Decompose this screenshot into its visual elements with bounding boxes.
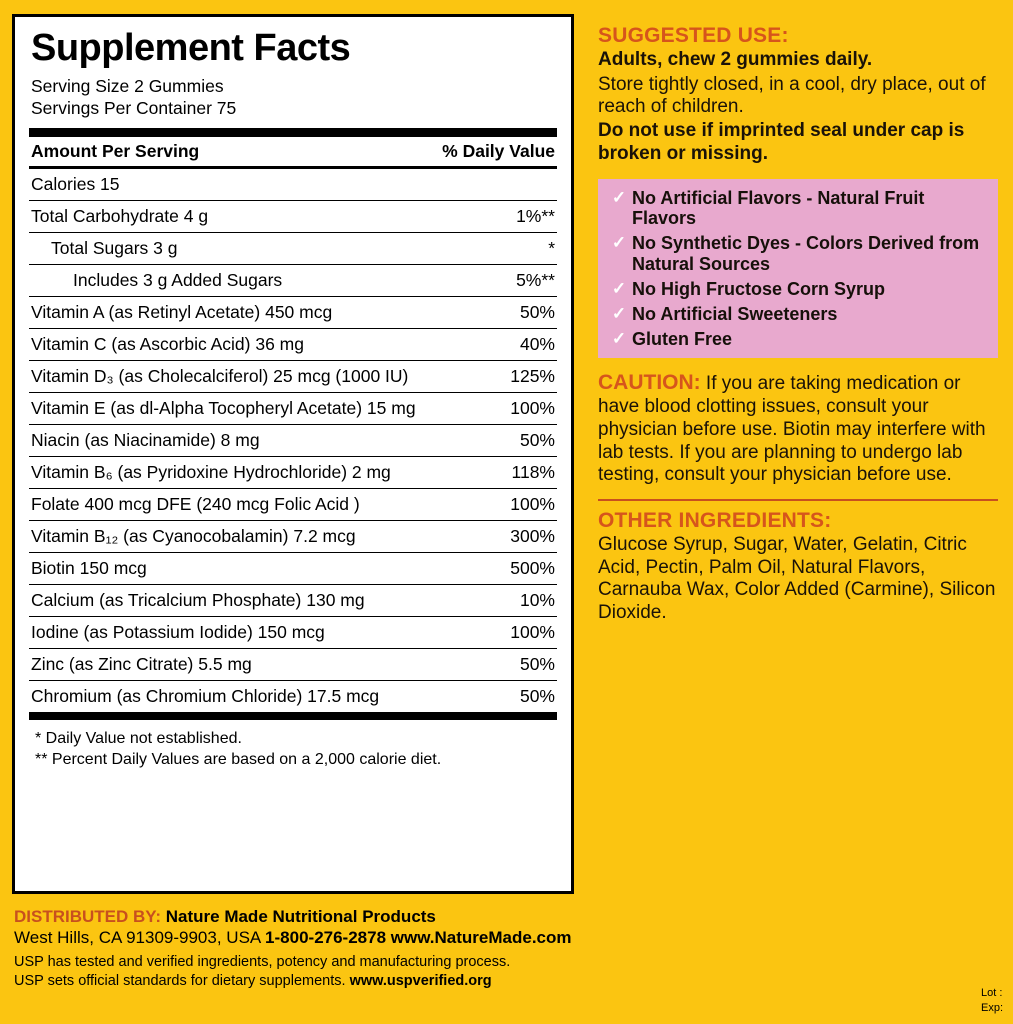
table-row — [29, 617, 557, 649]
distributor-address-line — [14, 927, 580, 949]
nutrient-daily-value: 125% — [510, 365, 555, 386]
nutrient-name: Vitamin C (as Ascorbic Acid) 36 mg — [31, 333, 304, 354]
usp-website[interactable]: www.uspverified.org — [349, 973, 492, 990]
claim-label: Gluten Free — [632, 329, 733, 350]
page-title: Supplement Facts — [31, 27, 351, 69]
lot-exp-block — [981, 986, 1003, 1016]
check-icon: ✓ — [611, 233, 627, 253]
footnote-daily-value: * Daily Value not established. — [35, 729, 242, 747]
table-row — [29, 233, 557, 265]
divider-orange — [598, 499, 998, 501]
nutrient-name: Includes 3 g Added Sugars — [73, 269, 283, 290]
nutrient-daily-value: 50% — [519, 301, 555, 322]
claim-label: No High Fructose Corn Syrup — [632, 278, 886, 299]
nutrient-name: Iodine (as Potassium Iodide) 150 mcg — [31, 621, 325, 642]
table-row — [29, 585, 557, 617]
exp-label: Exp: — [980, 1002, 1003, 1015]
list-item — [606, 233, 988, 273]
nutrient-name: Vitamin D₃ (as Cholecalciferol) 25 mcg (1000 IU) — [31, 365, 409, 386]
nutrient-name: Calories 15 — [31, 173, 120, 194]
table-row — [29, 329, 557, 361]
table-row — [29, 393, 557, 425]
nutrient-name: Niacin (as Niacinamide) 8 mg — [31, 429, 260, 450]
table-row — [29, 201, 557, 233]
table-row — [29, 425, 557, 457]
claim-label: No Synthetic Dyes - Colors Derived from Natural Sources — [632, 233, 980, 274]
nutrient-name: Vitamin B₁₂ (as Cyanocobalamin) 7.2 mcg — [31, 525, 356, 546]
list-item — [606, 279, 988, 299]
table-row — [29, 265, 557, 297]
supplement-facts-panel — [12, 14, 574, 894]
check-icon: ✓ — [611, 303, 627, 323]
nutrient-daily-value: 118% — [511, 461, 555, 482]
divider-bottom-thick — [29, 713, 557, 720]
table-row — [29, 297, 557, 329]
nutrient-daily-value: 50% — [519, 653, 555, 674]
other-ingredients-block — [598, 509, 998, 624]
nutrient-name: Total Carbohydrate 4 g — [31, 205, 209, 226]
lot-label: Lot : — [980, 987, 1003, 1000]
check-icon: ✓ — [611, 188, 627, 208]
suggested-use-dose: Adults, chew 2 gummies daily. — [598, 49, 873, 71]
nutrient-name: Vitamin E (as dl-Alpha Tocopheryl Acetate) 15 mg — [31, 397, 416, 418]
caution-label: CAUTION: — [598, 371, 701, 395]
claim-label: No Artificial Flavors - Natural Fruit Flavors — [632, 188, 925, 229]
usp-line-2-text: USP sets official standards for dietary supplements. — [14, 973, 346, 990]
list-item — [606, 329, 988, 349]
footnote-percent-dv: ** Percent Daily Values are based on a 2,000 calorie diet. — [35, 751, 442, 769]
nutrient-name: Total Sugars 3 g — [51, 237, 178, 258]
nutrient-daily-value: 10% — [519, 589, 555, 610]
nutrient-daily-value: 100% — [510, 397, 555, 418]
nutrient-daily-value: 1%** — [516, 205, 555, 226]
column-header-amount: Amount Per Serving — [31, 140, 200, 161]
nutrient-daily-value: * — [548, 237, 555, 258]
other-ingredients-heading: OTHER INGREDIENTS: — [598, 509, 832, 533]
usp-statement — [14, 953, 580, 991]
table-row — [29, 489, 557, 521]
nutrient-daily-value: 40% — [519, 333, 555, 354]
nutrient-daily-value: 5%** — [516, 269, 555, 290]
servings-per-container: Servings Per Container 75 — [31, 98, 237, 119]
table-row — [29, 649, 557, 681]
nutrient-name: Calcium (as Tricalcium Phosphate) 130 mg — [31, 589, 365, 610]
claim-label: No Artificial Sweeteners — [632, 303, 838, 324]
distributor-phone[interactable]: 1-800-276-2878 — [265, 928, 387, 948]
caution-text: If you are taking medication or have blood clotting issues, consult your physician before use. Biotin may interfere with lab tests. If you are planning to undergo lab testing, consult your physician before use. — [598, 373, 986, 486]
other-ingredients-text: Glucose Syrup, Sugar, Water, Gelatin, Citric Acid, Pectin, Palm Oil, Natural Flavors, Carnauba Wax, Color Added (Carmine), Silicon Dioxide. — [598, 534, 996, 623]
suggested-use-storage: Store tightly closed, in a cool, dry place, out of reach of children. — [598, 73, 986, 117]
table-row — [29, 521, 557, 553]
distributed-by-line — [14, 906, 580, 927]
usp-line-1: USP has tested and verified ingredients, potency and manufacturing process. — [14, 954, 511, 971]
table-row — [29, 457, 557, 489]
nutrient-daily-value: 50% — [519, 429, 555, 450]
claims-box — [598, 179, 998, 358]
table-header-row — [29, 137, 557, 166]
list-item — [606, 188, 988, 228]
distributed-by-label: DISTRIBUTED BY: — [14, 907, 162, 926]
nutrient-daily-value: 500% — [510, 557, 555, 578]
nutrient-name: Zinc (as Zinc Citrate) 5.5 mg — [31, 653, 252, 674]
table-row — [29, 681, 557, 713]
nutrient-name: Chromium (as Chromium Chloride) 17.5 mcg — [31, 685, 380, 706]
table-row — [29, 361, 557, 393]
table-row — [29, 169, 557, 201]
serving-size: Serving Size 2 Gummies — [31, 75, 224, 96]
suggested-use-block — [598, 24, 998, 165]
nutrient-name: Biotin 150 mcg — [31, 557, 147, 578]
check-icon: ✓ — [611, 329, 627, 349]
usp-line-2 — [14, 972, 580, 991]
suggested-use-seal-warning: Do not use if imprinted seal under cap is broken or missing. — [598, 120, 965, 164]
nutrient-name: Folate 400 mcg DFE (240 mcg Folic Acid ) — [31, 493, 360, 514]
nutrient-name: Vitamin A (as Retinyl Acetate) 450 mcg — [31, 301, 333, 322]
distributor-address: West Hills, CA 91309-9903, USA — [14, 928, 261, 948]
divider-thick — [29, 128, 557, 137]
suggested-use-heading: SUGGESTED USE: — [598, 24, 789, 47]
column-header-daily-value: % Daily Value — [442, 140, 555, 161]
nutrient-daily-value: 300% — [510, 525, 555, 546]
list-item — [606, 304, 988, 324]
nutrient-daily-value: 100% — [510, 621, 555, 642]
nutrient-name: Vitamin B₆ (as Pyridoxine Hydrochloride) 2 mg — [31, 461, 391, 482]
distributor-website[interactable]: www.NatureMade.com — [390, 928, 572, 948]
caution-block — [598, 370, 998, 487]
distributor-company: Nature Made Nutritional Products — [165, 907, 436, 926]
right-column — [598, 24, 998, 624]
nutrient-daily-value: 100% — [510, 493, 555, 514]
caution-text-wrapper — [598, 370, 998, 487]
table-row — [29, 553, 557, 585]
footnotes — [29, 720, 557, 771]
nutrient-table — [29, 169, 557, 713]
nutrient-daily-value: 50% — [519, 685, 555, 706]
distributor-block — [14, 906, 580, 992]
check-icon: ✓ — [611, 278, 627, 298]
